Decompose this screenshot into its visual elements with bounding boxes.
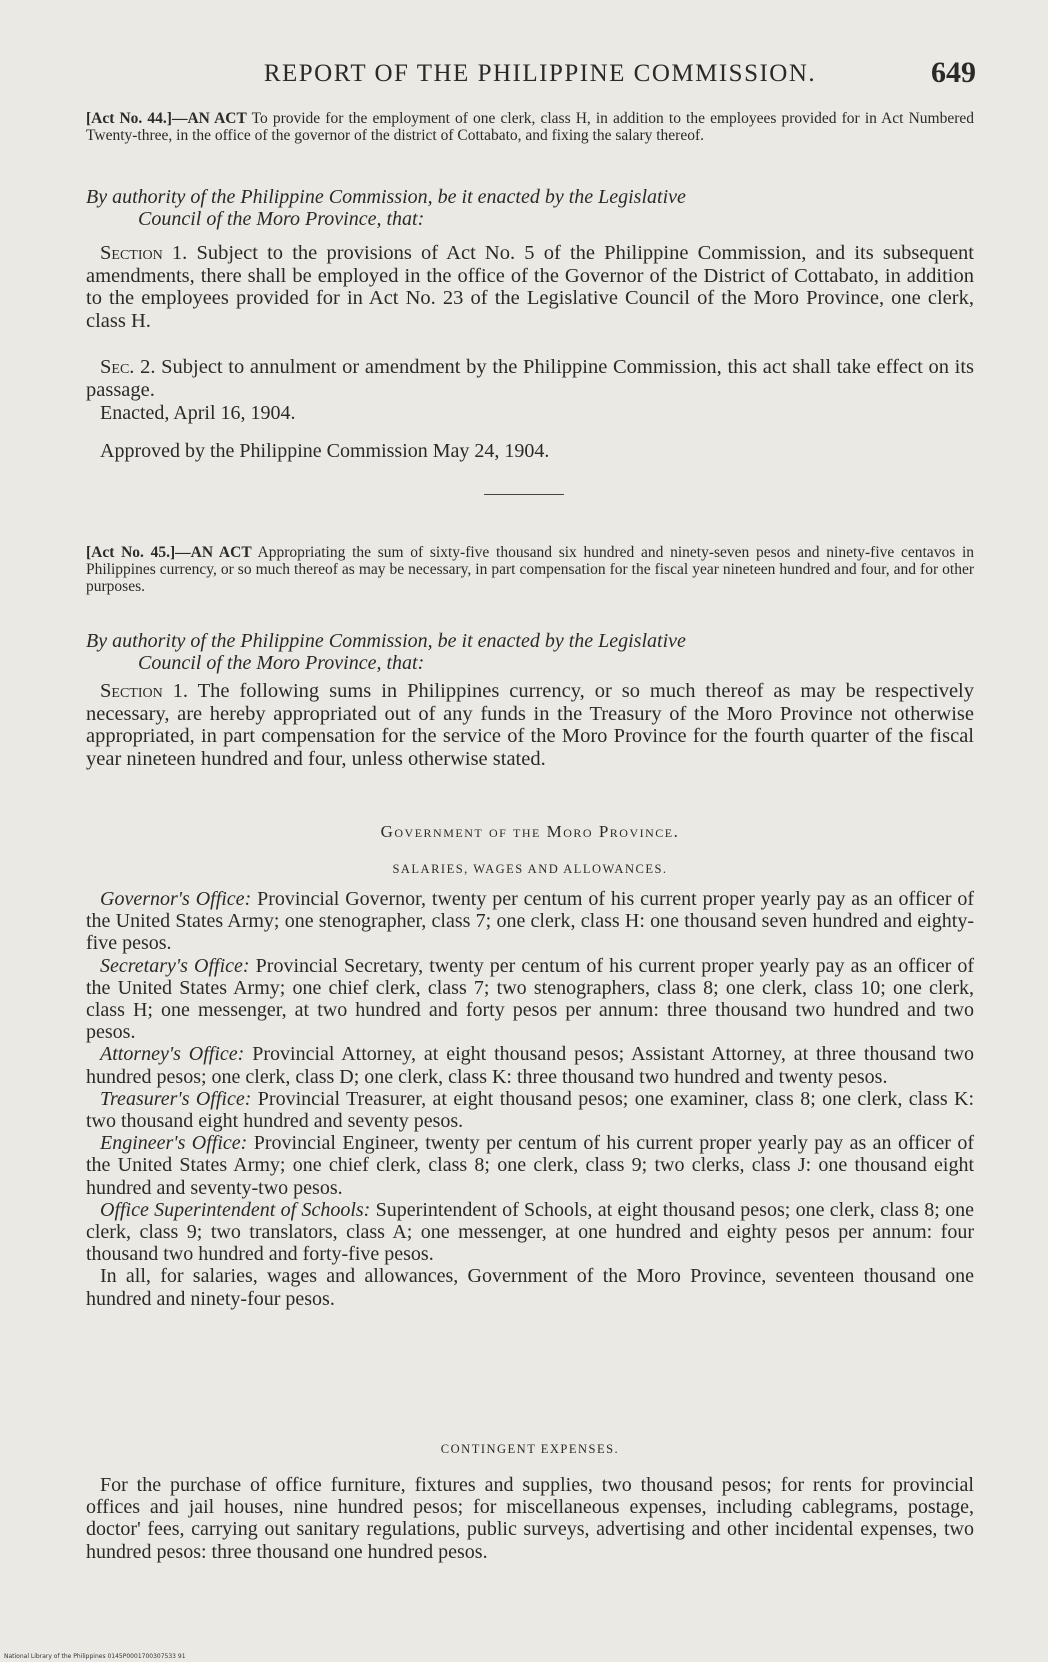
- salaries-total: In all, for salaries, wages and allowances, Government of the Moro Province, seventeen thousand one hundred and ninety-four pesos.: [86, 1265, 974, 1310]
- act-45-enacting-clause: [86, 630, 974, 674]
- section-text: Subject to annulment or amendment by the Philippine Commission, this act shall take effect on its passage.: [86, 356, 975, 401]
- section-label: Section 1.: [100, 242, 188, 264]
- act-45-section-1: [86, 680, 974, 770]
- office-secretary: [86, 955, 974, 1044]
- enacting-line-1: By authority of the Philippine Commission, be it enacted by the Legislative: [86, 186, 686, 208]
- office-text: Provincial Secretary, twenty per centum of his current proper yearly pay as an officer of the United States Army; one chief clerk, class 7; two stenographers, class 8; one clerk, class 10; one clerk, class H; one messenger, at two hundred and forty pesos per annum: three thousand two hundred and two pesos.: [86, 954, 974, 1044]
- act-44-lead: [Act No. 44.]—AN ACT: [86, 110, 247, 127]
- act-44-enacted: Enacted, April 16, 1904.: [100, 402, 296, 424]
- footer-library-credit: National Library of the Philippines 0145P0001700307533 91: [4, 1653, 186, 1660]
- office-text: Superintendent of Schools, at eight thousand pesos; one clerk, class 8; one clerk, class 9; two translators, class A; one messenger, at one hundred and eighty pesos per annum: four thousand two hundred and forty-five pesos.: [86, 1198, 975, 1266]
- office-name: Attorney's Office:: [100, 1043, 245, 1066]
- act-44-approved: Approved by the Philippine Commission May 24, 1904.: [100, 440, 550, 462]
- enacting-line-1: By authority of the Philippine Commission, be it enacted by the Legislative: [86, 630, 686, 652]
- running-head: REPORT OF THE PHILIPPINE COMMISSION.: [263, 60, 817, 87]
- office-text: Provincial Attorney, at eight thousand pesos; Assistant Attorney, at three thousand two hundred pesos; one clerk, class D; one clerk, class K: three thousand two hundred and twenty pesos.: [86, 1043, 975, 1088]
- section-label: Section 1.: [100, 680, 189, 702]
- office-text: Provincial Governor, twenty per centum of his current proper yearly pay as an officer of the United States Army; one stenographer, class 7; one clerk, class H: one thousand seven hundred and eighty-five pesos.: [86, 888, 975, 955]
- office-text: Provincial Engineer, twenty per centum of his current proper yearly pay as an officer of the United States Army; one chief clerk, class 8; one clerk, class 9; two clerks, class J: one thousand eight hundred and seventy-two pesos.: [86, 1132, 975, 1199]
- enacting-line-2: Council of the Moro Province, that:: [138, 652, 425, 674]
- page-number: 649: [931, 56, 976, 89]
- act-44-summary-text: To provide for the employment of one clerk, class H, in addition to the employees provided for in Act Numbered Twenty-three, in the office of the governor of the district of Cottabato, and fixing the salary thereof.: [86, 110, 975, 144]
- section-text: Subject to the provisions of Act No. 5 of the Philippine Commission, and its subsequent amendments, there shall be employed in the office of the Governor of the District of Cottabato, in addition to the employees provided for in Act No. 23 of the Legislative Council of the Moro Province, one clerk, class H.: [86, 242, 974, 332]
- office-attorney: [86, 1043, 974, 1087]
- enacting-line-2: Council of the Moro Province, that:: [138, 208, 425, 230]
- heading-government: Government of the Moro Province.: [380, 822, 680, 841]
- office-name: Engineer's Office:: [100, 1132, 248, 1155]
- office-engineer: [86, 1132, 974, 1199]
- act-45-summary: [86, 544, 974, 595]
- section-label: Sec. 2.: [100, 356, 156, 378]
- heading-salaries: SALARIES, WAGES AND ALLOWANCES.: [392, 862, 668, 876]
- section-divider: [484, 494, 564, 495]
- section-text: The following sums in Philippines currency, or so much thereof as may be respectively necessary, are hereby appropriated out of any funds in the Treasury of the Moro Province not otherwise appropriated, in part compensation for the service of the Moro Province for the fourth quarter of the fiscal year nineteen hundred and four, unless otherwise stated.: [86, 680, 974, 770]
- office-text: Provincial Treasurer, at eight thousand pesos; one examiner, class 8; one clerk, class K: two thousand eight hundred and seventy pesos.: [86, 1087, 975, 1133]
- office-schools: [86, 1199, 974, 1266]
- office-name: Office Superintendent of Schools:: [100, 1198, 371, 1221]
- office-treasurer: [86, 1088, 974, 1132]
- act-44-enacting-clause: [86, 186, 974, 230]
- act-44-section-2: [86, 356, 974, 401]
- act-45-summary-text: Appropriating the sum of sixty-five thousand six hundred and ninety-seven pesos and ninety-five centavos in Philippines currency, or so much thereof as may be necessary, in part compensation for the fiscal year nineteen hundred and four, and for other purposes.: [86, 544, 974, 595]
- act-44-summary: [86, 110, 974, 144]
- heading-contingent: CONTINGENT EXPENSES.: [440, 1442, 620, 1456]
- office-name: Treasurer's Office:: [100, 1087, 252, 1110]
- contingent-expenses: For the purchase of office furniture, fixtures and supplies, two thousand pesos; for rents for provincial offices and jail houses, nine hundred pesos; for miscellaneous expenses, including cablegrams, postage, doctor' fees, carrying out sanitary regulations, public surveys, advertising and other incidental expenses, two hundred pesos: three thousand one hundred pesos.: [86, 1474, 974, 1563]
- act-45-lead: [Act No. 45.]—AN ACT: [86, 544, 252, 561]
- offices-list: [86, 888, 974, 1310]
- office-name: Governor's Office:: [100, 888, 252, 910]
- act-44-section-1: [86, 242, 974, 332]
- office-governor: [86, 888, 974, 955]
- office-name: Secretary's Office:: [100, 954, 250, 977]
